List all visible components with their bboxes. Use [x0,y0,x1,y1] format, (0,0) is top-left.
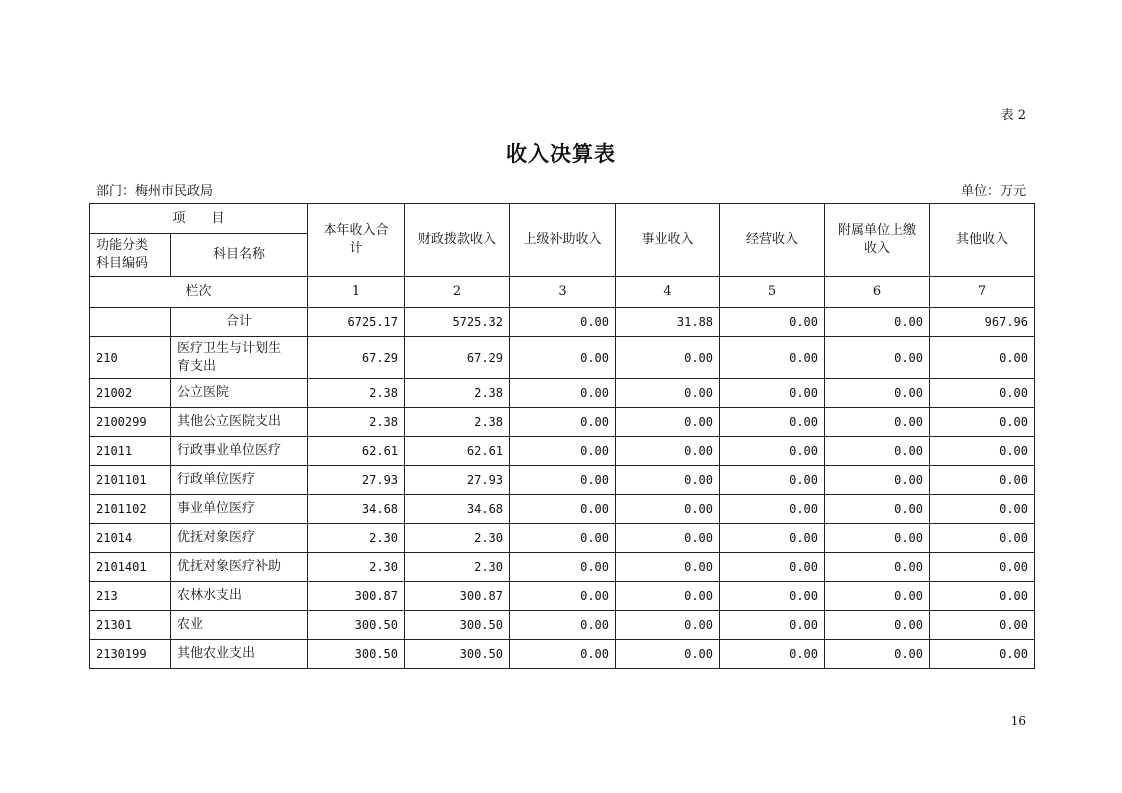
amount-cell: 0.00 [616,408,720,437]
amount-cell: 0.00 [930,553,1035,582]
table-row [90,379,1035,408]
subject-name: 行政单位医疗 [171,466,308,495]
amount-cell: 0.00 [930,337,1035,379]
amount-cell: 0.00 [930,495,1035,524]
amount-cell: 2.30 [405,553,510,582]
amount-cell: 0.00 [616,379,720,408]
amount-cell: 0.00 [616,640,720,669]
lanci-number: 1 [308,277,405,308]
amount-cell: 0.00 [825,495,930,524]
table-row [90,466,1035,495]
amount-cell: 0.00 [510,640,616,669]
header-col: 附属单位上缴 收入 [825,204,930,277]
income-final-accounts-table [89,203,1035,669]
total-code-cell [90,308,171,337]
department-label: 部门：梅州市民政局 [96,184,214,199]
amount-cell: 0.00 [510,466,616,495]
subject-name: 优抚对象医疗 [171,524,308,553]
subject-code: 2101401 [90,553,171,582]
amount-cell: 0.00 [616,582,720,611]
subject-code: 2101102 [90,495,171,524]
header-function-code: 功能分类 科目编码 [90,234,171,277]
amount-cell: 0.00 [825,524,930,553]
amount-cell: 0.00 [720,437,825,466]
amount-cell: 0.00 [616,611,720,640]
subject-code: 2100299 [90,408,171,437]
amount-cell: 0.00 [825,379,930,408]
subject-code: 21014 [90,524,171,553]
table-row [90,524,1035,553]
lanci-number: 2 [405,277,510,308]
total-value: 0.00 [510,308,616,337]
amount-cell: 2.30 [405,524,510,553]
amount-cell: 27.93 [405,466,510,495]
amount-cell: 0.00 [510,408,616,437]
amount-cell: 0.00 [825,611,930,640]
amount-cell: 0.00 [825,408,930,437]
lanci-number: 5 [720,277,825,308]
lanci-number: 7 [930,277,1035,308]
table-row [90,408,1035,437]
amount-cell: 0.00 [616,466,720,495]
header-col: 财政拨款收入 [405,204,510,277]
total-value: 5725.32 [405,308,510,337]
header-subject-name: 科目名称 [171,234,308,277]
amount-cell: 0.00 [825,553,930,582]
subject-name: 其他农业支出 [171,640,308,669]
header-col: 经营收入 [720,204,825,277]
amount-cell: 0.00 [510,524,616,553]
table-number: 表 2 [1000,108,1026,123]
amount-cell: 300.50 [405,640,510,669]
amount-cell: 300.50 [308,611,405,640]
amount-cell: 0.00 [930,524,1035,553]
table-row [90,611,1035,640]
subject-code: 21301 [90,611,171,640]
subject-code: 21002 [90,379,171,408]
amount-cell: 300.87 [405,582,510,611]
total-value: 6725.17 [308,308,405,337]
amount-cell: 0.00 [930,466,1035,495]
lanci-label: 栏次 [90,277,308,308]
amount-cell: 27.93 [308,466,405,495]
amount-cell: 67.29 [405,337,510,379]
table-row [90,337,1035,379]
header-item: 项 目 [90,204,308,234]
amount-cell: 34.68 [308,495,405,524]
amount-cell: 0.00 [930,611,1035,640]
page-title: 收入决算表 [506,141,616,166]
subject-name: 事业单位医疗 [171,495,308,524]
amount-cell: 0.00 [930,640,1035,669]
subject-code: 210 [90,337,171,379]
amount-cell: 0.00 [510,437,616,466]
amount-cell: 0.00 [930,582,1035,611]
amount-cell: 2.30 [308,553,405,582]
amount-cell: 300.50 [405,611,510,640]
total-value: 0.00 [720,308,825,337]
subject-name: 其他公立医院支出 [171,408,308,437]
amount-cell: 0.00 [930,379,1035,408]
amount-cell: 0.00 [720,640,825,669]
amount-cell: 0.00 [510,611,616,640]
header-col: 其他收入 [930,204,1035,277]
amount-cell: 0.00 [825,337,930,379]
amount-cell: 62.61 [405,437,510,466]
amount-cell: 0.00 [930,437,1035,466]
subject-code: 21011 [90,437,171,466]
amount-cell: 300.87 [308,582,405,611]
amount-cell: 0.00 [616,524,720,553]
subject-name: 农林水支出 [171,582,308,611]
subject-name: 优抚对象医疗补助 [171,553,308,582]
amount-cell: 0.00 [825,466,930,495]
subject-name: 医疗卫生与计划生 育支出 [171,337,308,379]
amount-cell: 0.00 [510,495,616,524]
amount-cell: 0.00 [720,524,825,553]
table-row [90,640,1035,669]
amount-cell: 0.00 [510,379,616,408]
total-value: 31.88 [616,308,720,337]
subject-code: 2130199 [90,640,171,669]
amount-cell: 0.00 [720,611,825,640]
amount-cell: 2.38 [308,379,405,408]
amount-cell: 2.38 [308,408,405,437]
amount-cell: 0.00 [616,553,720,582]
amount-cell: 0.00 [510,582,616,611]
amount-cell: 2.38 [405,379,510,408]
table-row [90,495,1035,524]
subject-name: 行政事业单位医疗 [171,437,308,466]
table-row [90,582,1035,611]
amount-cell: 0.00 [616,437,720,466]
amount-cell: 0.00 [720,495,825,524]
total-label: 合计 [171,308,308,337]
amount-cell: 0.00 [825,582,930,611]
subject-name: 农业 [171,611,308,640]
amount-cell: 0.00 [720,337,825,379]
lanci-number: 3 [510,277,616,308]
unit-label: 单位：万元 [960,184,1026,199]
total-value: 967.96 [930,308,1035,337]
header-col: 本年收入合 计 [308,204,405,277]
amount-cell: 0.00 [720,553,825,582]
header-col: 事业收入 [616,204,720,277]
subject-code: 2101101 [90,466,171,495]
subject-code: 213 [90,582,171,611]
total-value: 0.00 [825,308,930,337]
subject-name: 公立医院 [171,379,308,408]
amount-cell: 0.00 [616,495,720,524]
amount-cell: 2.30 [308,524,405,553]
table-row [90,437,1035,466]
table-row [90,553,1035,582]
amount-cell: 0.00 [720,582,825,611]
amount-cell: 0.00 [720,379,825,408]
lanci-number: 6 [825,277,930,308]
amount-cell: 34.68 [405,495,510,524]
lanci-number: 4 [616,277,720,308]
amount-cell: 300.50 [308,640,405,669]
amount-cell: 0.00 [720,408,825,437]
amount-cell: 0.00 [825,437,930,466]
amount-cell: 0.00 [825,640,930,669]
amount-cell: 2.38 [405,408,510,437]
amount-cell: 0.00 [510,337,616,379]
header-col: 上级补助收入 [510,204,616,277]
amount-cell: 62.61 [308,437,405,466]
amount-cell: 0.00 [510,553,616,582]
amount-cell: 0.00 [930,408,1035,437]
amount-cell: 67.29 [308,337,405,379]
amount-cell: 0.00 [616,337,720,379]
page-number: 16 [1010,714,1026,728]
amount-cell: 0.00 [720,466,825,495]
